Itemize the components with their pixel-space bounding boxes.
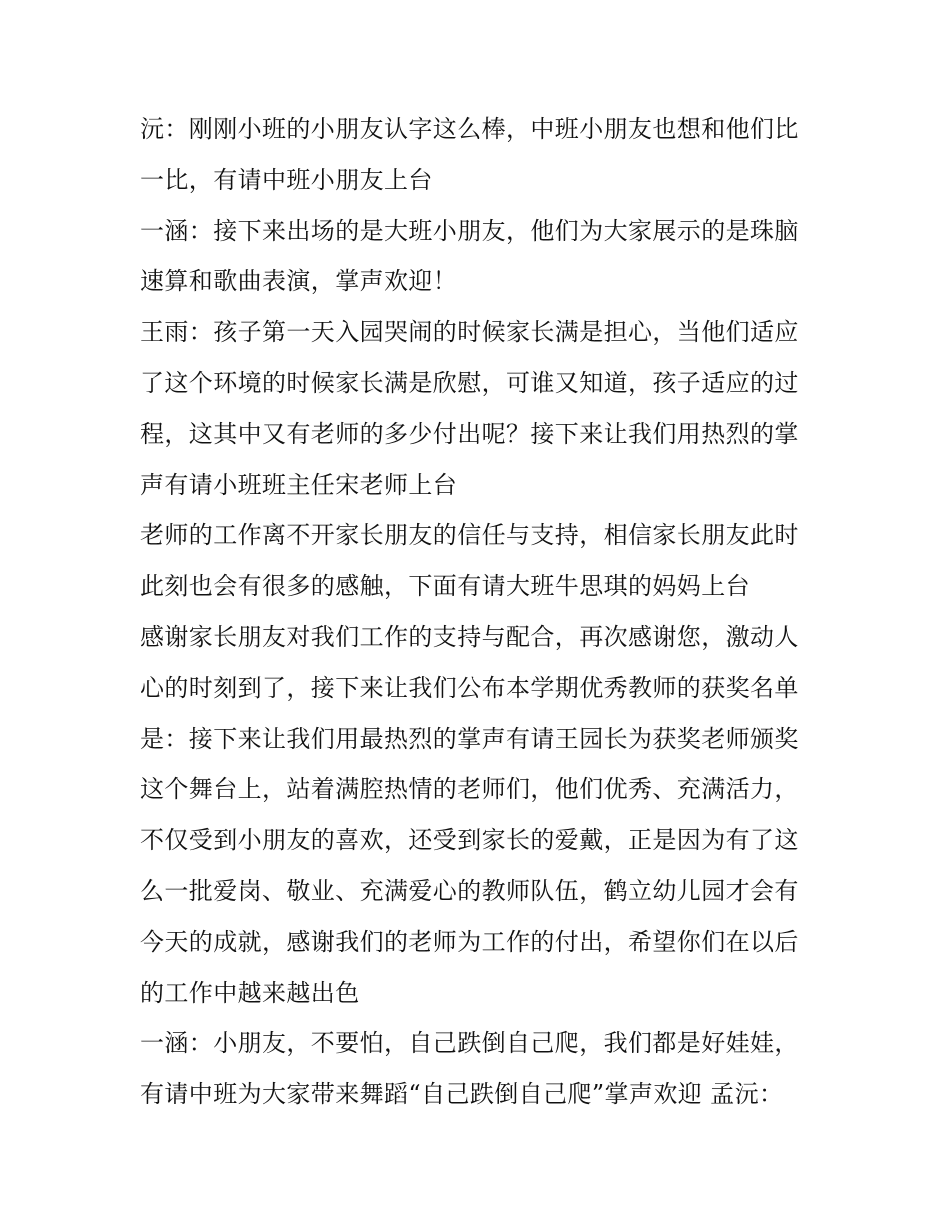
text-line: 今天的成就，感谢我们的老师为工作的付出，希望你们在以后 [140,927,799,956]
text-line: 一涵：接下来出场的是大班小朋友，他们为大家展示的是珠脑 [140,216,799,245]
text-line: 一比，有请中班小朋友上台 [140,165,433,194]
text-line: 声有请小班班主任宋老师上台 [140,470,458,499]
text-line: 感谢家长朋友对我们工作的支持与配合，再次感谢您，激动人 [140,622,799,651]
text-line: 速算和歌曲表演，掌声欢迎！ [140,267,458,296]
text-line: 老师的工作离不开家长朋友的信任与支持，相信家长朋友此时 [140,521,799,550]
text-line: 有请中班为大家带来舞蹈“自己跌倒自己爬”掌声欢迎 孟沅： [140,1080,784,1109]
text-line: 么一批爱岗、敬业、充满爱心的教师队伍，鹤立幼儿园才会有 [140,876,799,905]
text-line: 此刻也会有很多的感触，下面有请大班牛思琪的妈妈上台 [140,572,750,601]
text-line: 了这个环境的时候家长满是欣慰，可谁又知道，孩子适应的过 [140,368,799,397]
text-line: 这个舞台上，站着满腔热情的老师们，他们优秀、充满活力， [140,775,799,804]
text-line: 心的时刻到了，接下来让我们公布本学期优秀教师的获奖名单 [140,673,799,702]
text-line: 沅：刚刚小班的小朋友认字这么棒，中班小朋友也想和他们比 [140,115,799,143]
text-line: 一涵：小朋友，不要怕，自己跌倒自己爬，我们都是好娃娃， [140,1029,799,1058]
document-body [140,104,815,1120]
text-line: 是：接下来让我们用最热烈的掌声有请王园长为获奖老师颁奖 [140,724,799,753]
text-line: 王雨：孩子第一天入园哭闹的时候家长满是担心，当他们适应 [140,318,799,347]
text-line: 的工作中越来越出色 [140,978,360,1007]
text-line: 不仅受到小朋友的喜欢，还受到家长的爱戴，正是因为有了这 [140,826,799,855]
text-line: 程，这其中又有老师的多少付出呢？接下来让我们用热烈的掌 [140,419,799,448]
